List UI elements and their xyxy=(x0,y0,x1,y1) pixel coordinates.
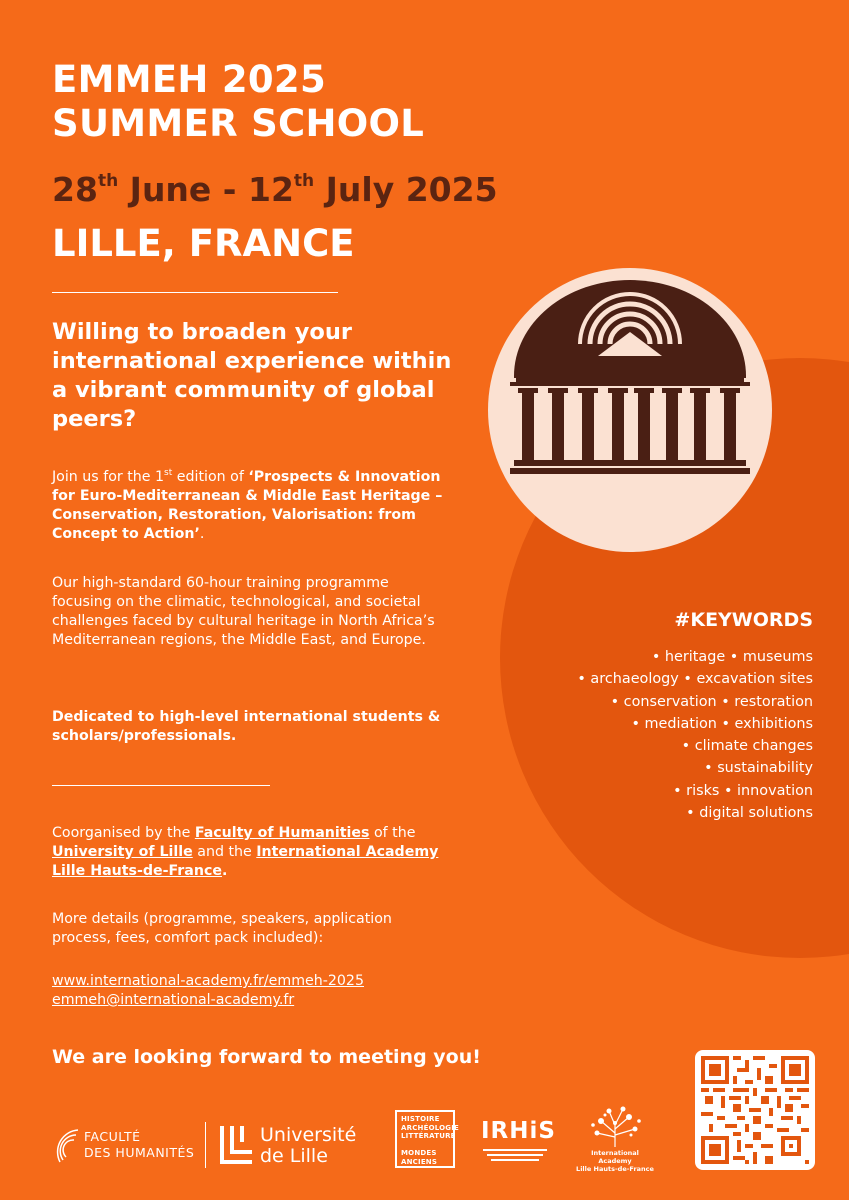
keywords-title: #KEYWORDS xyxy=(674,609,813,631)
coorg-text-3: and the xyxy=(192,844,257,860)
ia-line-2: Lille Hauts-de-France xyxy=(576,1165,654,1173)
keyword-line: • archaeology • excavation sites xyxy=(577,671,813,688)
keyword-line: • sustainability xyxy=(704,760,813,777)
keyword-line: • heritage • museums xyxy=(651,649,813,665)
keyword-line: • digital solutions xyxy=(686,805,813,822)
intro-sup: st xyxy=(164,468,173,478)
intro-end: . xyxy=(199,526,205,542)
links-block xyxy=(52,972,452,1010)
event-title xyxy=(52,58,424,146)
international-academy-link[interactable]: International Academy Lille Hauts-de-France xyxy=(52,844,439,879)
intro-part2: edition of xyxy=(172,469,249,485)
programme-paragraph: Our high-standard 60-hour training programme focusing on the climatic, technological, and societal challenges faced by cultural heritage in North Africa’s Mediterranean regions, the Middle East, and Europe. xyxy=(52,575,435,648)
irhis-text: IRHiS xyxy=(481,1118,556,1144)
keyword-line: • conservation • restoration xyxy=(610,693,813,710)
halma-line: HISTOIRE xyxy=(401,1115,440,1123)
coorganised-paragraph xyxy=(52,824,452,881)
halma-line: ANCIENS xyxy=(401,1157,438,1166)
faculte-humanites-logo[interactable] xyxy=(52,1126,202,1166)
intro-part1: Join us for the 1 xyxy=(52,469,165,485)
qr-code-icon[interactable] xyxy=(695,1050,815,1170)
title-line-2: SUMMER SCHOOL xyxy=(52,102,425,145)
title-line-1: EMMEH 2025 xyxy=(52,58,327,101)
email-link[interactable]: emmeh@international-academy.fr xyxy=(52,992,295,1008)
dedicated-paragraph: Dedicated to high-level international students & scholars/professionals. xyxy=(52,709,441,744)
details-paragraph: More details (programme, speakers, application process, fees, comfort pack included): xyxy=(52,911,392,946)
university-lille-link[interactable]: University of Lille xyxy=(52,844,193,860)
halma-line: MONDES xyxy=(401,1149,437,1157)
univ-line-1: Université xyxy=(260,1124,357,1146)
date-start-rest: June - 12 xyxy=(118,170,294,209)
faculty-humanities-link[interactable]: Faculty of Humanities xyxy=(194,825,370,841)
website-link[interactable]: www.international-academy.fr/emmeh-2025 xyxy=(52,973,364,989)
logo-separator xyxy=(205,1122,206,1168)
halma-line: ARCHÉOLOGIE xyxy=(401,1123,460,1132)
keyword-line: • climate changes xyxy=(681,738,813,755)
coorg-text-4: . xyxy=(222,863,228,879)
date-end-sup: th xyxy=(293,171,315,191)
event-dates xyxy=(52,170,498,209)
univ-line-2: de Lille xyxy=(260,1145,328,1167)
intro-paragraph xyxy=(52,464,452,544)
coorg-text-2: of the xyxy=(369,825,416,841)
irhis-logo[interactable] xyxy=(481,1118,556,1168)
universite-lille-logo[interactable] xyxy=(218,1124,368,1168)
halma-line: LITTÉRATURE xyxy=(401,1132,456,1140)
divider-top xyxy=(52,292,338,293)
faculte-line-2: DES HUMANITÉS xyxy=(84,1145,195,1160)
keyword-line: • mediation • exhibitions xyxy=(631,715,813,732)
divider-middle xyxy=(52,785,270,786)
keyword-line: • risks • innovation xyxy=(673,782,813,799)
date-end-rest: July 2025 xyxy=(314,170,498,209)
heritage-temple-icon xyxy=(488,268,772,552)
halma-line xyxy=(401,1141,459,1150)
headline-question: Willing to broaden your international experience within a vibrant community of global peers? xyxy=(52,319,452,432)
date-start-day: 28 xyxy=(52,170,98,209)
date-start-sup: th xyxy=(97,171,119,191)
ia-line-1: International Academy xyxy=(591,1149,639,1165)
event-city: LILLE, FRANCE xyxy=(52,222,355,265)
international-academy-logo[interactable] xyxy=(575,1105,655,1173)
closing-message: We are looking forward to meeting you! xyxy=(52,1046,481,1068)
programme-title: ‘Prospects & Innovation for Euro-Mediterranean & Middle East Heritage – Conservation, Restoration, Valorisation: from Concept to Action’ xyxy=(52,469,443,542)
halma-logo[interactable] xyxy=(395,1110,460,1168)
faculte-line-1: FACULTÉ xyxy=(84,1129,141,1144)
keywords-list xyxy=(513,646,813,824)
coorg-text-1: Coorganised by the xyxy=(52,825,195,841)
